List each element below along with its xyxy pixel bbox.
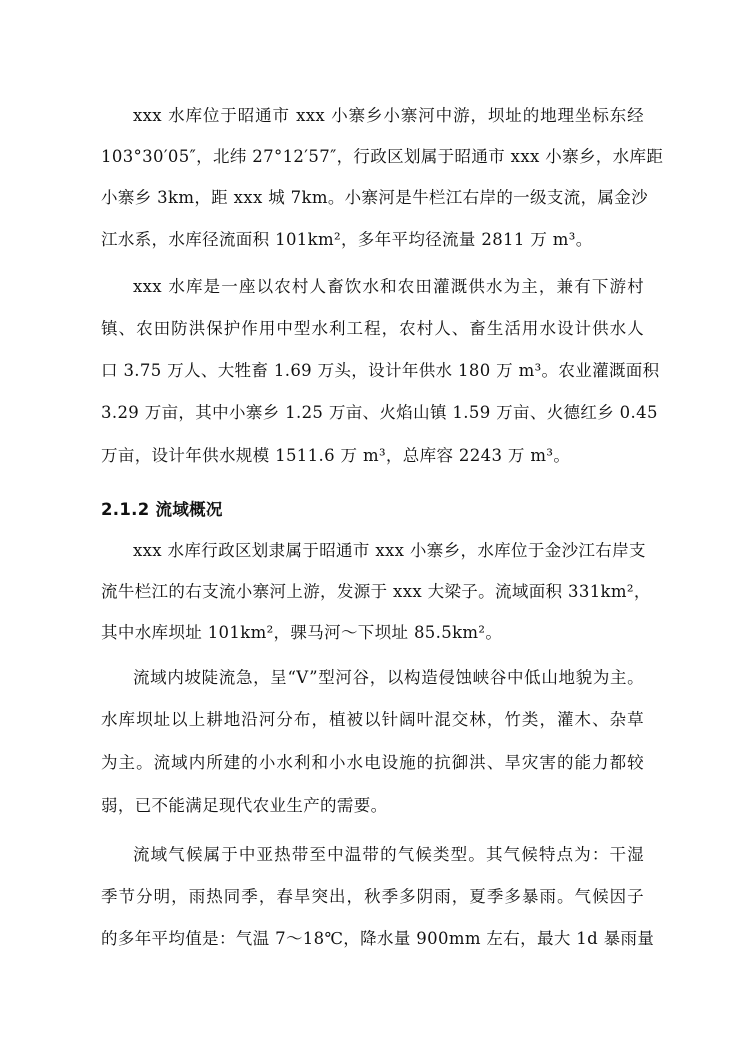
paragraph-5-line-1: 流域气候属于中亚热带至中温带的气候类型。其气候特点为：干湿 (133, 845, 644, 864)
paragraph-4-line-4: 弱，已不能满足现代农业生产的需要。 (101, 796, 388, 815)
paragraph-5-line-2: 季节分明，雨热同季，春旱突出，秋季多阴雨，夏季多暴雨。气候因子 (101, 887, 644, 906)
paragraph-1-line-2: 103°30′05″，北纬 27°12′57″，行政区划属于昭通市 xxx 小寨乡，水库距 (101, 147, 664, 166)
paragraph-3-line-2: 流牛栏江的右支流小寨河上游，发源于 xxx 大梁子。流域面积 331km²， (101, 582, 651, 601)
paragraph-4-line-3: 为主。流域内所建的小水利和小水电设施的抗御洪、旱灾害的能力都较 (101, 753, 644, 772)
paragraph-4-line-2: 水库坝址以上耕地沿河分布，植被以针阔叶混交林，竹类，灌木、杂草 (101, 710, 644, 729)
paragraph-2-line-3: 口 3.75 万人、大牲畜 1.69 万头，设计年供水 180 万 m³。农业灌溉面积 (101, 361, 660, 380)
paragraph-1-line-4: 江水系，水库径流面积 101km²，多年平均径流量 2811 万 m³。 (101, 230, 593, 249)
paragraph-2-line-5: 万亩，设计年供水规模 1511.6 万 m³，总库容 2243 万 m³。 (101, 446, 571, 465)
paragraph-1-line-3: 小寨乡 3km，距 xxx 城 7km。小寨河是牛栏江右岸的一级支流，属金沙 (101, 188, 648, 207)
paragraph-5-line-3: 的多年平均值是：气温 7～18℃，降水量 900mm 左右，最大 1d 暴雨量 (101, 929, 655, 948)
paragraph-4-line-1: 流域内坡陡流急，呈“V”型河谷，以构造侵蚀峡谷中低山地貌为主。 (133, 668, 644, 687)
paragraph-3-line-1: xxx 水库行政区划隶属于昭通市 xxx 小寨乡，水库位于金沙江右岸支 (133, 541, 646, 560)
paragraph-2-line-2: 镇、农田防洪保护作用中型水利工程，农村人、畜生活用水设计供水人 (101, 319, 644, 338)
paragraph-2-line-4: 3.29 万亩，其中小寨乡 1.25 万亩、火焰山镇 1.59 万亩、火德红乡 0.45 (101, 403, 658, 422)
paragraph-1-line-1: xxx 水库位于昭通市 xxx 小寨乡小寨河中游，坝址的地理坐标东经 (133, 106, 644, 125)
paragraph-3-line-3: 其中水库坝址 101km²，骒马河～下坝址 85.5km²。 (101, 623, 503, 642)
paragraph-2-line-1: xxx 水库是一座以农村人畜饮水和农田灌溉供水为主，兼有下游村 (133, 277, 644, 296)
section-heading: 2.1.2 流域概况 (101, 500, 223, 519)
